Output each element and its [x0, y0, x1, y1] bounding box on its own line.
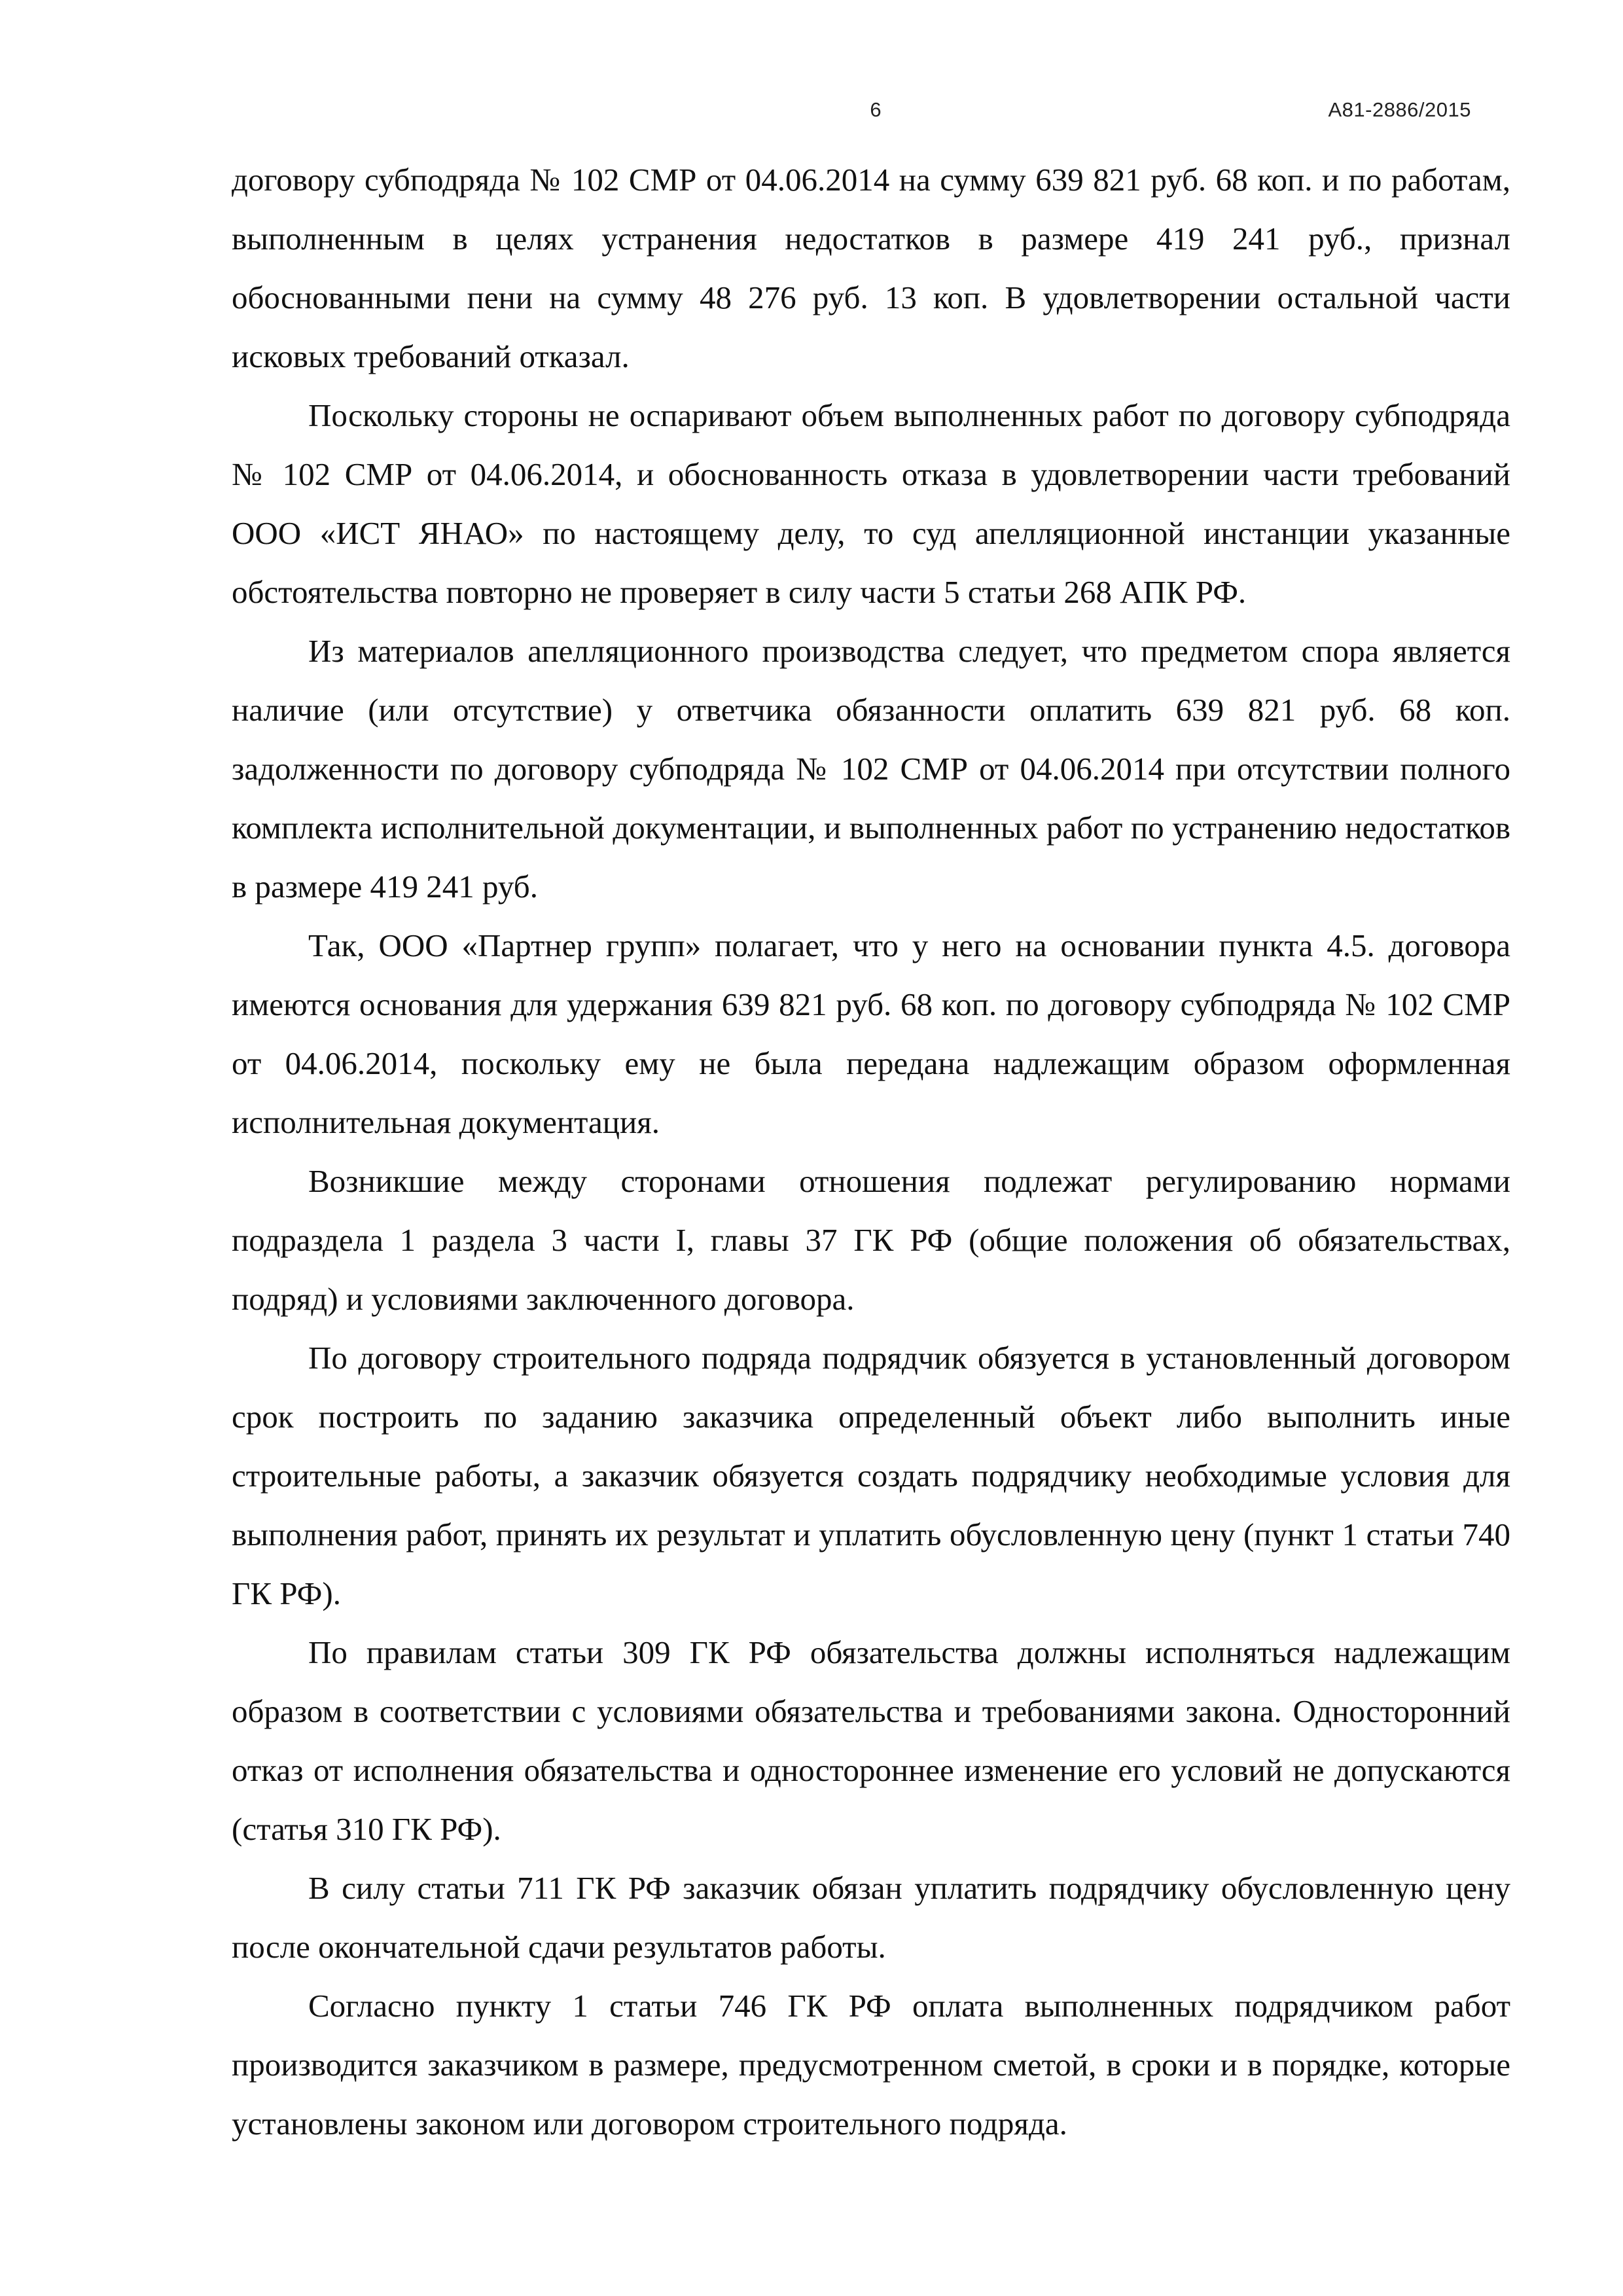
paragraph: Согласно пункту 1 статьи 746 ГК РФ оплата выполненных подрядчиком работ производится заказчиком в размере, предусмотренном сметой, в сроки и в порядке, которые установлены законом или договором строительного подряда. — [232, 1988, 1510, 2142]
paragraph: Поскольку стороны не оспаривают объем выполненных работ по договору субподряда № 102 СМР от 04.06.2014, и обоснованность отказа в удовлетворении части требований ООО «ИСТ ЯНАО» по настоящему делу, то суд апелляционной инстанции указанные обстоятельства повторно не проверяет в силу части 5 статьи 268 АПК РФ. — [232, 397, 1510, 610]
paragraph: По правилам статьи 309 ГК РФ обязательства должны исполняться надлежащим образом в соответствии с условиями обязательства и требованиями закона. Односторонний отказ от исполнения обязательства и одностороннее изменение его условий не допускаются (статья 310 ГК РФ). — [232, 1634, 1510, 1847]
paragraph: Возникшие между сторонами отношения подлежат регулированию нормами подраздела 1 раздела 3 части I, главы 37 ГК РФ (общие положения об обязательствах, подряд) и условиями заключенного договора. — [232, 1163, 1510, 1317]
page-header — [0, 98, 1623, 137]
paragraph: Так, ООО «Партнер групп» полагает, что у него на основании пункта 4.5. договора имеются основания для удержания 639 821 руб. 68 коп. по договору субподряда № 102 СМР от 04.06.2014, поскольку ему не была передана надлежащим образом оформленная исполнительная документация. — [232, 927, 1510, 1140]
paragraph: По договору строительного подряда подрядчик обязуется в установленный договором срок построить по заданию заказчика определенный объект либо выполнить иные строительные работы, а заказчик обязуется создать подрядчику необходимые условия для выполнения работ, принять их результат и уплатить обусловленную цену (пункт 1 статьи 740 ГК РФ). — [232, 1340, 1510, 1611]
paragraph-continuation: договору субподряда № 102 СМР от 04.06.2014 на сумму 639 821 руб. 68 коп. и по работам, выполненным в целях устранения недостатков в размере 419 241 руб., признал обоснованными пени на сумму 48 276 руб. 13 коп. В удовлетворении остальной части исковых требований отказал. — [232, 162, 1510, 374]
case-number: А81-2886/2015 — [1328, 98, 1471, 121]
document-body — [232, 151, 1510, 2153]
page-number: 6 — [870, 98, 882, 121]
paragraph: В силу статьи 711 ГК РФ заказчик обязан уплатить подрядчику обусловленную цену после окончательной сдачи результатов работы. — [232, 1870, 1510, 1965]
paragraph: Из материалов апелляционного производства следует, что предметом спора является наличие (или отсутствие) у ответчика обязанности оплатить 639 821 руб. 68 коп. задолженности по договору субподряда № 102 СМР от 04.06.2014 при отсутствии полного комплекта исполнительной документации, и выполненных работ по устранению недостатков в размере 419 241 руб. — [232, 633, 1510, 905]
